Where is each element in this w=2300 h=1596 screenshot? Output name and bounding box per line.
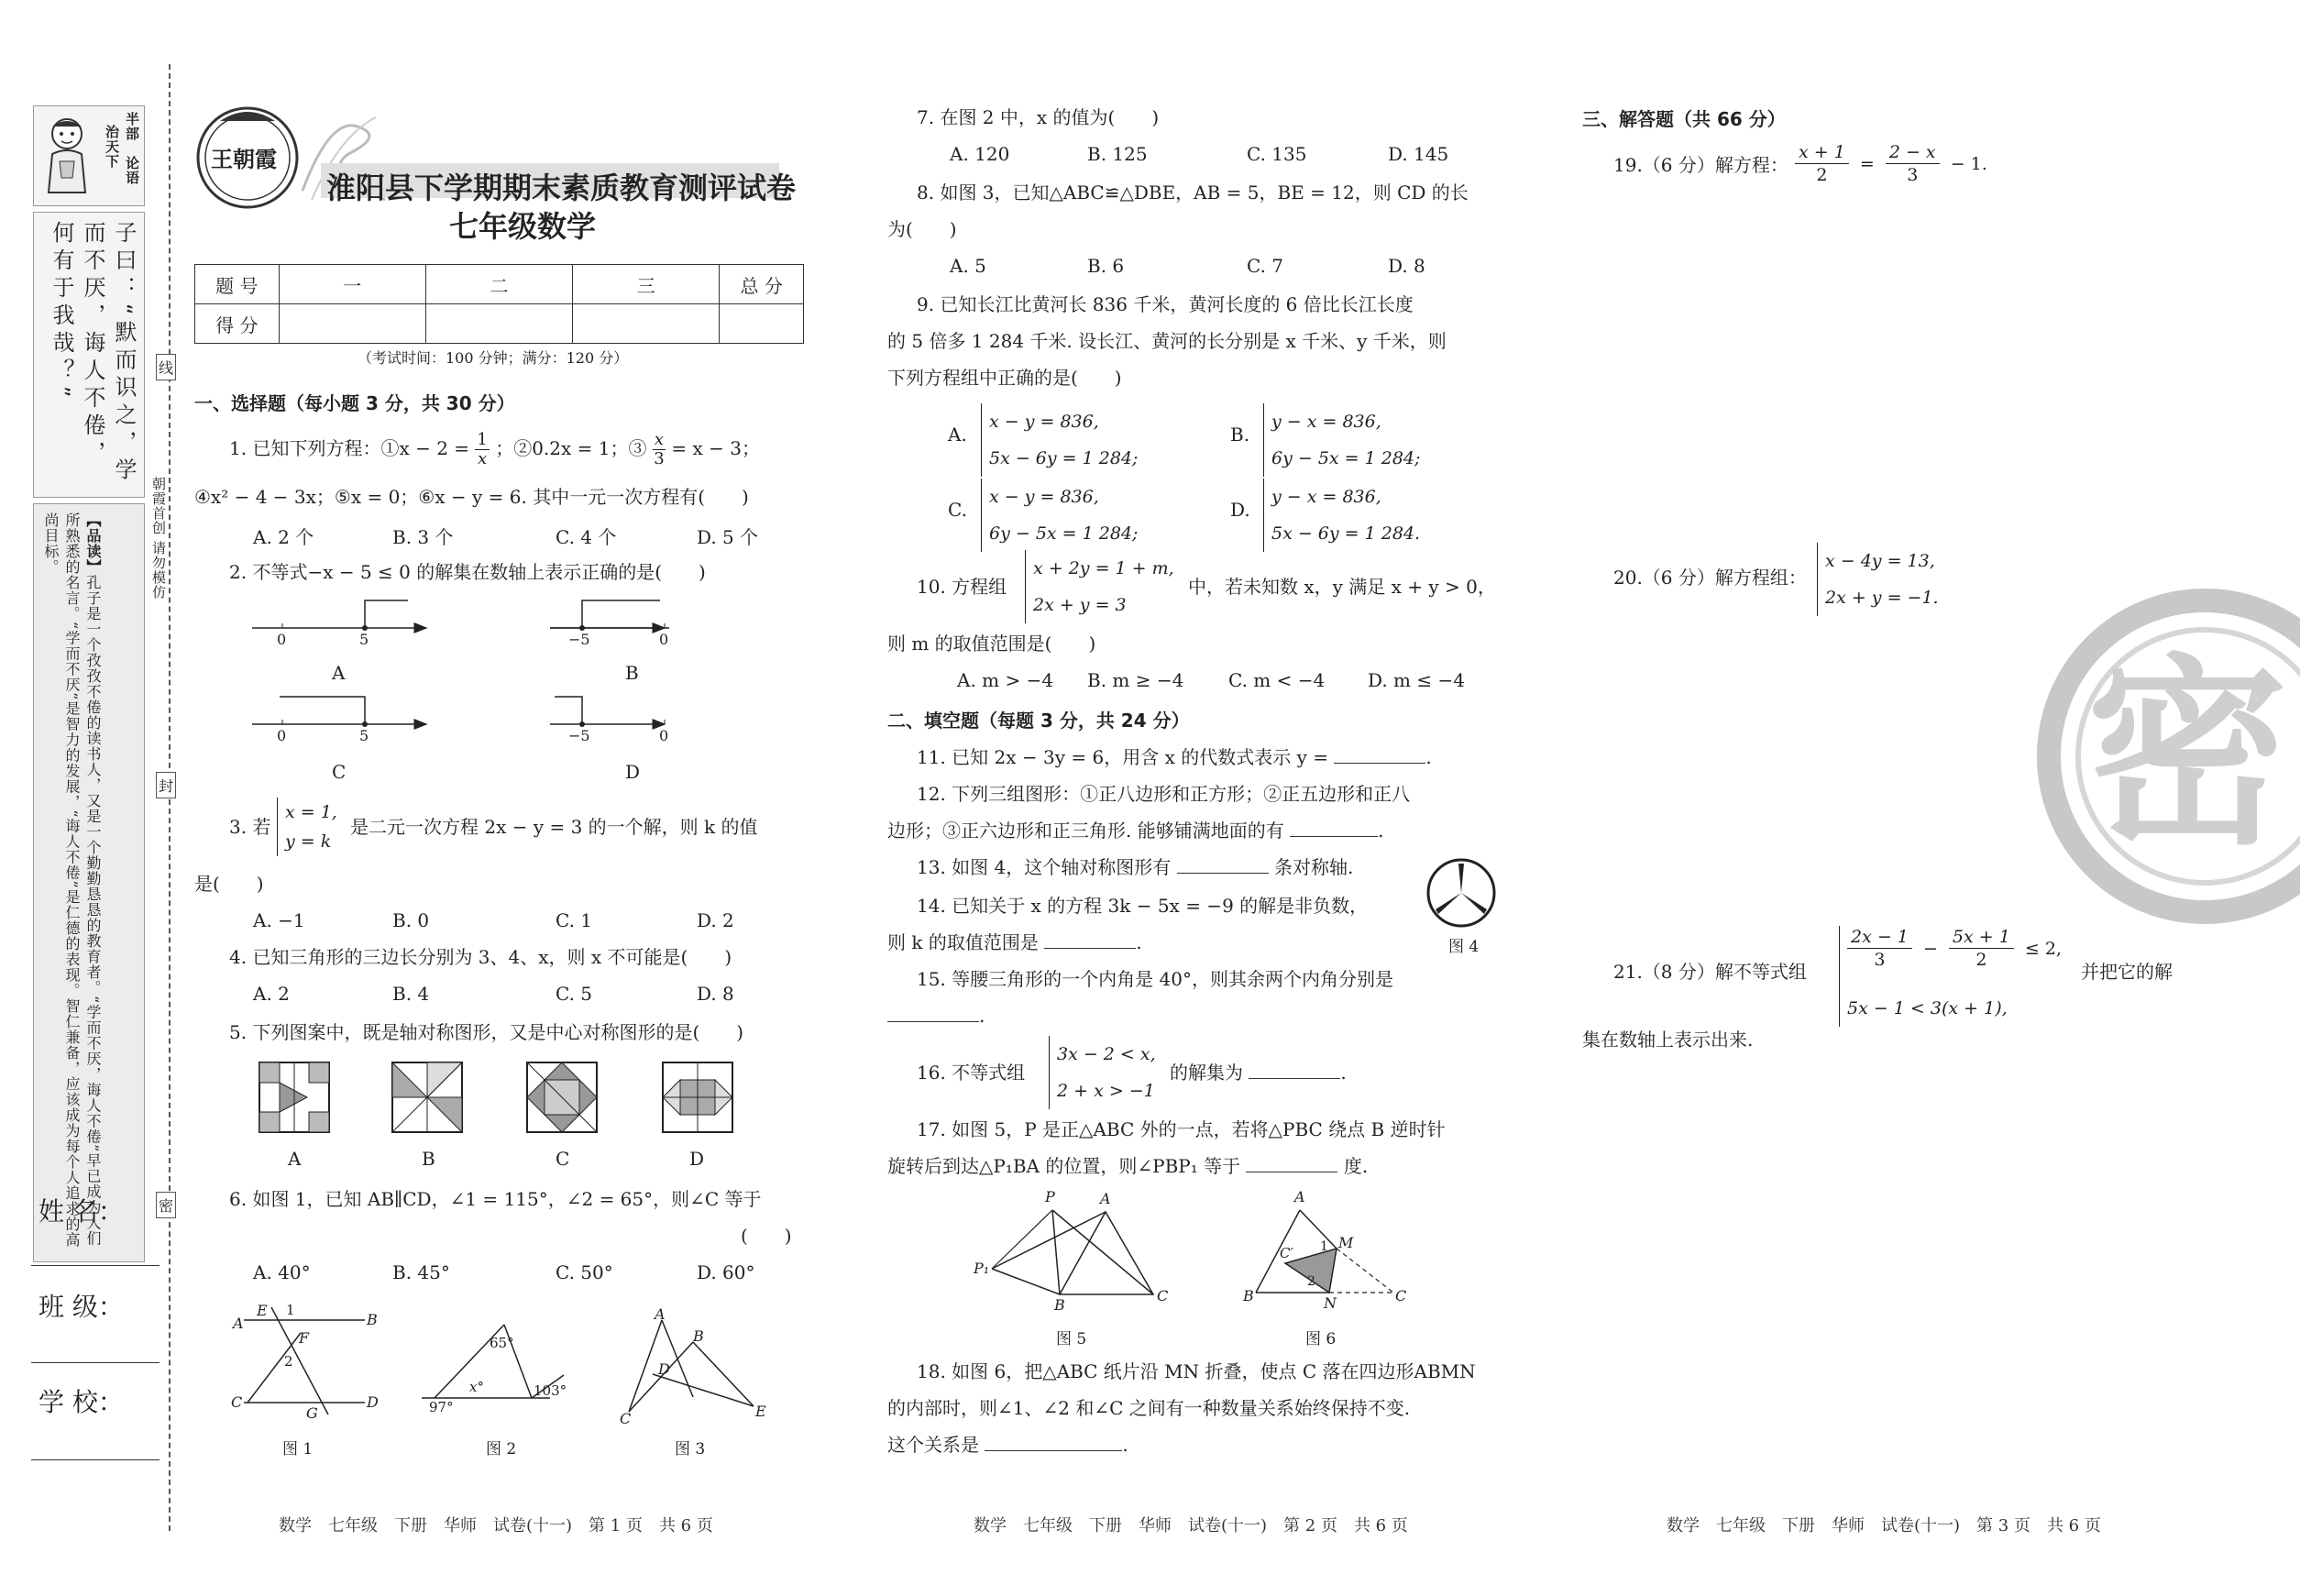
q19-answer-area[interactable] [1582,202,2242,532]
q9-option-c-system[interactable] [981,479,1138,552]
q1-frac1-den: x [478,449,488,468]
q11-answer-blank[interactable] [1334,744,1425,764]
q2-label-c[interactable]: C [332,761,347,783]
q18-text-3: 这个关系是 . [887,1434,1128,1456]
q21-minus: − [1922,938,1938,959]
fig2-label-65: 65° [490,1335,514,1351]
q9a-line2: 5x − 6y = 1 284; [989,448,1139,468]
figure-2-caption: 图 2 [486,1440,517,1458]
figure-3-caption: 图 3 [675,1440,706,1458]
fig1-label-d: D [367,1393,379,1411]
score-header-total: 总 分 [720,265,804,304]
q19-frac1-num: x + 1 [1795,141,1849,164]
q7-option-b[interactable]: B. 125 [1087,143,1148,165]
copyright-note: 朝霞首创 请勿模仿 [149,477,169,651]
q16-sys-line2: 2 + x > −1 [1057,1081,1155,1101]
q13-text [917,854,1353,880]
figure-1-caption: 图 1 [282,1440,314,1458]
q12-answer-blank[interactable] [1290,818,1378,837]
q2b-tick-neg5: −5 [568,631,590,648]
score-cell-2[interactable] [425,304,572,344]
footer-page-3: 数学 七年级 下册 华师 试卷(十一) 第 3 页 共 6 页 [1667,1516,2101,1535]
badge-text-2: 论语 [124,156,140,185]
q7-option-c[interactable]: C. 135 [1247,143,1307,165]
q7-option-a[interactable]: A. 120 [950,143,1010,165]
score-header-2: 二 [425,265,572,304]
fig1-label-2: 2 [284,1353,293,1370]
stamp-text: 密 [2086,637,2289,872]
fig3-label-a: A [655,1305,666,1323]
q2d-tick-0: 0 [659,727,669,744]
q9d-line1: y − x = 836, [1271,487,1381,507]
fig6-label-2: 2 [1307,1274,1315,1289]
q9-option-d-system[interactable] [1263,479,1420,552]
q12-text-1: 12. 下列三组图形：①正八边形和正方形；②正五边形和正八 [917,783,1411,805]
q1-line2: ④x² − 4 − 3x；⑤x = 0；⑥x − y = 6. 其中一元一次方程有( ) [194,486,749,508]
seal-mark-2: 封 [156,772,176,798]
q9-text-1: 9. 已知长江比黄河长 836 千米，黄河长度的 6 倍比长江长度 [917,293,1414,315]
badge-text-1: 半部 [124,112,140,141]
q14-text-1: 14. 已知关于 x 的方程 3k − 5x = −9 的解是非负数， [917,895,1369,917]
q2c-tick-0: 0 [277,727,287,744]
school-label: 学 校： [39,1387,124,1417]
q21-sys-line2: 5x − 1 < 3(x + 1), [1847,998,2008,1018]
q2a-tick-0: 0 [277,631,287,648]
score-cell-total[interactable] [720,304,804,344]
name-label: 姓 名： [39,1196,124,1227]
q3-option-c[interactable]: C. 1 [556,909,593,931]
q13-answer-blank[interactable] [1177,854,1269,874]
q21-part-b: 并把它的解 [2081,961,2173,983]
q9c-line2: 6y − 5x = 1 284; [989,523,1139,544]
q19-equals: = [1859,153,1875,174]
q3-sys-line2: y = k [285,831,332,852]
q9-option-c-letter[interactable]: C. [948,499,967,521]
exam-title: 淮阳县下学期期末素质教育测评试卷 [326,171,797,205]
q2b-tick-0: 0 [659,631,669,648]
q3-part-a: 3. 若 [229,816,271,838]
q20-sys-line1: x − 4y = 13, [1825,551,1935,571]
q5-label-b[interactable]: B [422,1148,435,1170]
secret-stamp-icon [2035,587,2300,926]
q10-part-b: 中，若未知数 x，y 满足 x + y > 0， [1188,576,1496,598]
q2d-tick-neg5: −5 [568,727,590,744]
q3-system [277,798,337,856]
q21-part-a: 21.（8 分）解不等式组 [1613,961,1807,983]
q9b-line2: 6y − 5x = 1 284; [1271,448,1421,468]
q1-frac2-num: x [654,430,665,449]
figure-2 [413,1311,578,1458]
exam-subtitle: 七年级数学 [449,209,597,244]
q3-option-a[interactable]: A. −1 [253,909,305,931]
fig1-label-e: E [257,1302,268,1319]
q11-body: 11. 已知 2x − 3y = 6，用含 x 的代数式表示 y = [917,746,1328,768]
q9-option-d-letter[interactable]: D. [1230,499,1250,521]
q9b-line1: y − x = 836, [1271,412,1381,432]
q21-frac1-num: 2x − 1 [1847,926,1912,949]
score-cell-3[interactable] [573,304,720,344]
q9-text-2: 的 5 倍多 1 284 千米. 设长江、黄河的长分别是 x 千米、y 千米，则 [887,330,1447,352]
q16-body: 的解集为 [1170,1062,1243,1084]
q21-frac1-den: 3 [1874,950,1886,970]
fig5-label-a: A [1100,1190,1111,1207]
fig1-label-g: G [306,1404,318,1422]
fig6-label-1: 1 [1320,1239,1328,1254]
q5-pattern-c [527,1062,597,1132]
seal-mark-1: 线 [156,354,176,380]
q21-frac-1 [1847,926,1912,971]
q5-pattern-a [259,1062,329,1132]
fig6-label-m: M [1338,1234,1354,1251]
q10-sys-line1: x + 2y = 1 + m, [1033,558,1174,578]
q14-text-2: 则 k 的取值范围是 . [887,931,1142,953]
q20-sys-line2: 2x + y = −1. [1825,588,1939,608]
q1-option-d[interactable]: D. 5 个 [697,526,759,548]
brand-logo [193,103,303,213]
confucius-icon [39,114,94,196]
score-cell-1[interactable] [279,304,425,344]
q8-option-b[interactable]: B. 6 [1087,255,1125,277]
q9a-line1: x − y = 836, [989,412,1099,432]
q10-option-d[interactable]: D. m ≤ −4 [1368,669,1465,691]
score-table [194,264,804,344]
q17-answer-blank[interactable] [1246,1153,1337,1172]
q10-system [1025,550,1174,623]
q1-part-c: = x − 3； [671,437,760,459]
figure-5 [974,1188,1172,1348]
q5-patterns [257,1060,752,1179]
q6-option-a[interactable]: A. 40° [253,1261,311,1283]
q19-frac2-num: 2 − x [1886,141,1940,164]
q2-label-a[interactable]: A [332,662,346,684]
fig3-label-b: B [693,1327,704,1345]
q10-option-a[interactable]: A. m > −4 [957,669,1054,691]
fig3-label-d: D [658,1360,670,1378]
class-field[interactable] [31,1362,160,1363]
q8-option-c[interactable]: C. 7 [1247,255,1284,277]
q19-frac2-den: 3 [1907,165,1919,185]
fig1-label-b: B [367,1311,378,1328]
pindu-body: 孔子是一个孜孜不倦的读书人，又是一个勤勤恳恳的教育者。“学而不厌，诲人不倦”早已成为人们所熟悉的名言。“学而不厌”是智力的发展，“诲人不倦”是仁德的表现。智仁兼备，应该成为每个人追求的高尚目标。 [42,512,102,1248]
q15-answer-blank[interactable] [887,1021,979,1022]
q10-option-c[interactable]: C. m < −4 [1228,669,1326,691]
q16-system [1049,1036,1156,1109]
fig5-label-p: P [1045,1188,1055,1205]
score-header-3: 三 [573,265,720,304]
q9-text-3: 下列方程组中正确的是( ) [887,367,1122,389]
q14-body: 则 k 的取值范围是 [887,931,1039,953]
q9c-line1: x − y = 836, [989,487,1099,507]
q2-text: 2. 不等式−x − 5 ≤ 0 的解集在数轴上表示正确的是( ) [229,561,706,583]
q20-system [1817,543,1939,616]
fig6-label-c: C [1395,1287,1407,1304]
q3-option-b[interactable]: B. 0 [392,909,430,931]
q5-pattern-b [392,1062,462,1132]
q19-part-a: 19.（6 分）解方程： [1613,154,1788,176]
q2-label-b[interactable]: B [625,662,639,684]
seal-mark-3: 密 [156,1192,176,1218]
figure-1 [227,1300,383,1456]
q9-option-b-letter[interactable]: B. [1230,424,1250,446]
school-field[interactable] [31,1459,160,1460]
q1-frac2-den: 3 [654,449,665,468]
figure-6 [1243,1188,1412,1348]
q10-sys-line2: 2x + y = 3 [1033,595,1127,615]
q9-option-a-system[interactable] [981,403,1138,477]
q16-part-b: 的解集为 . [1170,1062,1347,1084]
q1-option-b[interactable]: B. 3 个 [392,526,454,548]
q3-part-b: 是二元一次方程 2x − y = 3 的一个解，则 k 的值 [350,816,758,838]
q8-text-2: 为( ) [887,218,957,240]
figure-3 [616,1305,781,1458]
q9-option-b-system[interactable] [1263,403,1420,477]
q10-part-a: 10. 方程组 [917,576,1007,598]
q18-body: 这个关系是 [887,1434,979,1456]
q1-fraction-2 [653,431,666,468]
q19-tail: − 1. [1950,153,1987,174]
section-3-title: 三、解答题（共 66 分） [1582,108,1786,130]
q6-text: 6. 如图 1，已知 AB∥CD，∠1 = 115°，∠2 = 65°，则∠C 等于 [229,1188,762,1210]
fig5-label-b: B [1054,1296,1065,1314]
q14-answer-blank[interactable] [1044,930,1136,949]
q8-option-a[interactable]: A. 5 [950,255,986,277]
q1-part-b: ；②0.2x = 1；③ [495,437,647,459]
q21-frac2-num: 5x + 1 [1949,926,2014,949]
fig2-label-x: x° [469,1379,484,1395]
q15-text: 15. 等腰三角形的一个内角是 40°，则其余两个内角分别是 [917,968,1393,990]
q5-label-d[interactable]: D [689,1148,705,1170]
score-header-qnum: 题 号 [195,265,280,304]
q4-option-a[interactable]: A. 2 [253,983,290,1005]
q9d-line2: 5x − 6y = 1 284. [1271,523,1421,544]
brand-name: 王朝霞 [211,146,277,172]
q4-text: 4. 已知三角形的三边长分别为 3、4、x，则 x 不可能是( ) [229,946,732,968]
q21-frac2-den: 2 [1975,950,1987,970]
q19-frac-1 [1795,141,1849,186]
q5-label-c[interactable]: C [556,1148,570,1170]
fig2-label-103: 103° [534,1382,567,1399]
q1-option-c[interactable]: C. 4 个 [556,526,617,548]
q6-paren: ( ) [741,1225,792,1247]
q21-system [1839,926,2062,1027]
badge-text-3: 治天下 [104,125,120,169]
q19-frac-2 [1886,141,1940,186]
q17-tail: 度. [1343,1155,1369,1177]
q18-text-2: 的内部时，则∠1、∠2 和∠C 之间有一种数量关系始终保持不变. [887,1397,1411,1419]
q10-option-b[interactable]: B. m ≥ −4 [1087,669,1184,691]
q13-body: 13. 如图 4，这个轴对称图形有 [917,856,1172,878]
figure-4-caption: 图 4 [1448,938,1480,956]
q5-pattern-d [663,1062,732,1132]
score-row-label: 得 分 [195,304,280,344]
fig6-label-a: A [1294,1188,1305,1205]
fig1-label-c: C [231,1393,243,1411]
q1-line1 [229,431,760,468]
q19-equation [1795,141,1987,186]
footer-page-1: 数学 七年级 下册 华师 试卷(十一) 第 1 页 共 6 页 [279,1516,713,1535]
name-field[interactable] [31,1265,160,1266]
q17-text-1: 17. 如图 5，P 是正△ABC 外的一点，若将△PBC 绕点 B 逆时针 [917,1118,1446,1140]
q8-option-d[interactable]: D. 8 [1388,255,1425,277]
q5-label-a[interactable]: A [288,1148,302,1170]
q18-text-1: 18. 如图 6，把△ABC 纸片沿 MN 折叠，使点 C 落在四边形ABMN [917,1360,1476,1382]
fig1-label-f: F [299,1329,310,1347]
fig3-label-c: C [620,1410,632,1427]
fig1-label-a: A [233,1315,244,1332]
q16-answer-blank[interactable] [1249,1060,1340,1079]
q1-option-a[interactable]: A. 2 个 [253,526,314,548]
q6-option-c[interactable]: C. 50° [556,1261,613,1283]
fig2-label-97: 97° [429,1399,454,1415]
q21-part-c: 集在数轴上表示出来. [1582,1029,1754,1051]
q1-frac1-num: 1 [477,430,488,449]
fig5-label-c: C [1157,1287,1169,1304]
q17-body: 旋转后到达△P₁BA 的位置，则∠PBP₁ 等于 [887,1155,1241,1177]
q2c-tick-5: 5 [359,727,369,744]
figure-4 [1425,856,1498,957]
q3-part-c: 是( ) [194,873,264,895]
q1-part-a: 1. 已知下列方程：①x − 2 = [229,437,470,459]
q16-sys-line1: 3x − 2 < x, [1057,1044,1156,1064]
fig6-label-c-prime: C′ [1280,1245,1293,1261]
q10-part-c: 则 m 的取值范围是( ) [887,633,1096,655]
q2-number-lines [248,587,669,788]
q2-label-d[interactable]: D [625,761,641,783]
figure-6-caption: 图 6 [1305,1330,1337,1348]
exam-info: （考试时间：100 分钟；满分：120 分） [358,349,629,367]
pindu-text-wrap [40,512,136,1251]
q7-option-d[interactable]: D. 145 [1388,143,1449,165]
q2a-tick-5: 5 [359,631,369,648]
q1-fraction-1 [475,431,489,468]
fig6-label-b: B [1243,1287,1254,1304]
class-label: 班 级： [39,1292,124,1322]
q3-sys-line1: x = 1, [285,802,337,822]
q4-option-d[interactable]: D. 8 [697,983,734,1005]
q13-tail: 条对称轴. [1273,856,1354,878]
footer-page-2: 数学 七年级 下册 华师 试卷(十一) 第 2 页 共 6 页 [974,1516,1408,1535]
q12-body: 边形；③正六边形和正三角形. 能够铺满地面的有 [887,820,1284,842]
figure-5-caption: 图 5 [1056,1330,1087,1348]
fig5-label-p1: P₁ [974,1260,990,1277]
q3-option-d[interactable]: D. 2 [697,909,734,931]
q21-frac-2 [1949,926,2014,971]
q4-option-b[interactable]: B. 4 [392,983,430,1005]
fig6-label-n: N [1324,1294,1337,1312]
q5-patterns-svg [257,1060,752,1142]
q7-text: 7. 在图 2 中，x 的值为( ) [917,106,1160,128]
pindu-text [40,512,104,1251]
q21-answer-area[interactable] [1582,1073,2242,1476]
q2-number-lines-svg [248,587,669,788]
q12-text-2: 边形；③正六边形和正三角形. 能够铺满地面的有 . [887,820,1384,842]
q16-part-a: 16. 不等式组 [917,1062,1026,1084]
q21-le: ≤ 2, [2024,938,2062,959]
pindu-label: 【品读】 [84,512,102,575]
q6-option-d[interactable]: D. 60° [697,1261,755,1283]
q9-option-a-letter[interactable]: A. [948,424,967,446]
q19-frac1-den: 2 [1816,165,1828,185]
score-header-1: 一 [279,265,425,304]
q17-text-2 [887,1153,1368,1179]
section-2-title: 二、填空题（每题 3 分，共 24 分） [887,710,1190,732]
fig3-label-e: E [755,1403,766,1420]
confucius-quote: 子曰：“默而识之，学而不厌，诲人不倦，何有于我哉？” [49,221,137,486]
fig1-label-1: 1 [286,1302,295,1318]
q20-part-a: 20.（6 分）解方程组： [1613,567,1807,589]
q6-option-b[interactable]: B. 45° [392,1261,450,1283]
q8-text: 8. 如图 3，已知△ABC≌△DBE，AB = 5，BE = 12，则 CD 的长 [917,182,1469,204]
q21-sys-line1 [1847,926,2062,977]
q11-text: 11. 已知 2x − 3y = 6，用含 x 的代数式表示 y = . [917,746,1432,768]
q4-option-c[interactable]: C. 5 [556,983,593,1005]
section-1-title: 一、选择题（每小题 3 分，共 30 分） [194,392,515,414]
q18-answer-blank[interactable] [985,1432,1122,1451]
q15-period: . [979,1005,985,1027]
sidebar-badge [33,105,145,206]
q5-text: 5. 下列图案中，既是轴对称图形，又是中心对称图形的是( ) [229,1021,744,1043]
